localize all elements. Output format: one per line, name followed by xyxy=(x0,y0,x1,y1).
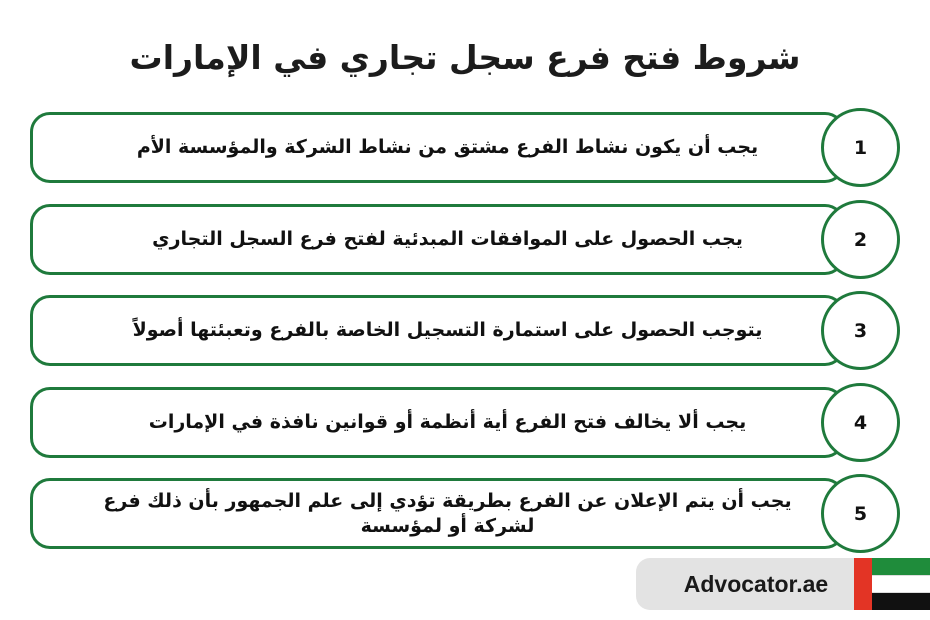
list-item xyxy=(30,383,900,463)
list-item xyxy=(30,291,900,371)
list-item xyxy=(30,200,900,280)
uae-flag-icon xyxy=(854,558,930,610)
condition-number: 4 xyxy=(821,383,900,462)
list-item xyxy=(30,474,900,554)
flag-black-band xyxy=(872,593,930,610)
flag-green-band xyxy=(872,558,930,575)
list-item xyxy=(30,108,900,188)
condition-box xyxy=(30,295,845,366)
condition-text: يجب ألا يخالف فتح الفرع أية أنظمة أو قوانين نافذة في الإمارات xyxy=(148,411,747,433)
condition-text: يجب أن يتم الإعلان عن الفرع بطريقة تؤدي إلى علم الجمهور بأن ذلك فرع لشركة أو لمؤسسة xyxy=(103,489,792,537)
condition-number: 1 xyxy=(821,108,900,187)
flag-red-band xyxy=(854,558,872,610)
condition-number: 2 xyxy=(821,200,900,279)
brand-box xyxy=(636,558,866,610)
condition-number: 3 xyxy=(821,291,900,370)
condition-text: يتوجب الحصول على استمارة التسجيل الخاصة بالفرع وتعبئتها أصولاً xyxy=(132,319,763,341)
brand-footer xyxy=(636,558,930,620)
condition-box xyxy=(30,112,845,183)
condition-text: يجب أن يكون نشاط الفرع مشتق من نشاط الشركة والمؤسسة الأم xyxy=(136,136,759,158)
condition-box xyxy=(30,387,845,458)
condition-number: 5 xyxy=(821,474,900,553)
condition-text: يجب الحصول على الموافقات المبدئية لفتح فرع السجل التجاري xyxy=(152,228,743,250)
page-title: شروط فتح فرع سجل تجاري في الإمارات xyxy=(129,38,801,77)
condition-box xyxy=(30,204,845,275)
condition-box xyxy=(30,478,845,549)
brand-name: Advocator.ae xyxy=(683,570,829,597)
flag-white-band xyxy=(872,575,930,593)
